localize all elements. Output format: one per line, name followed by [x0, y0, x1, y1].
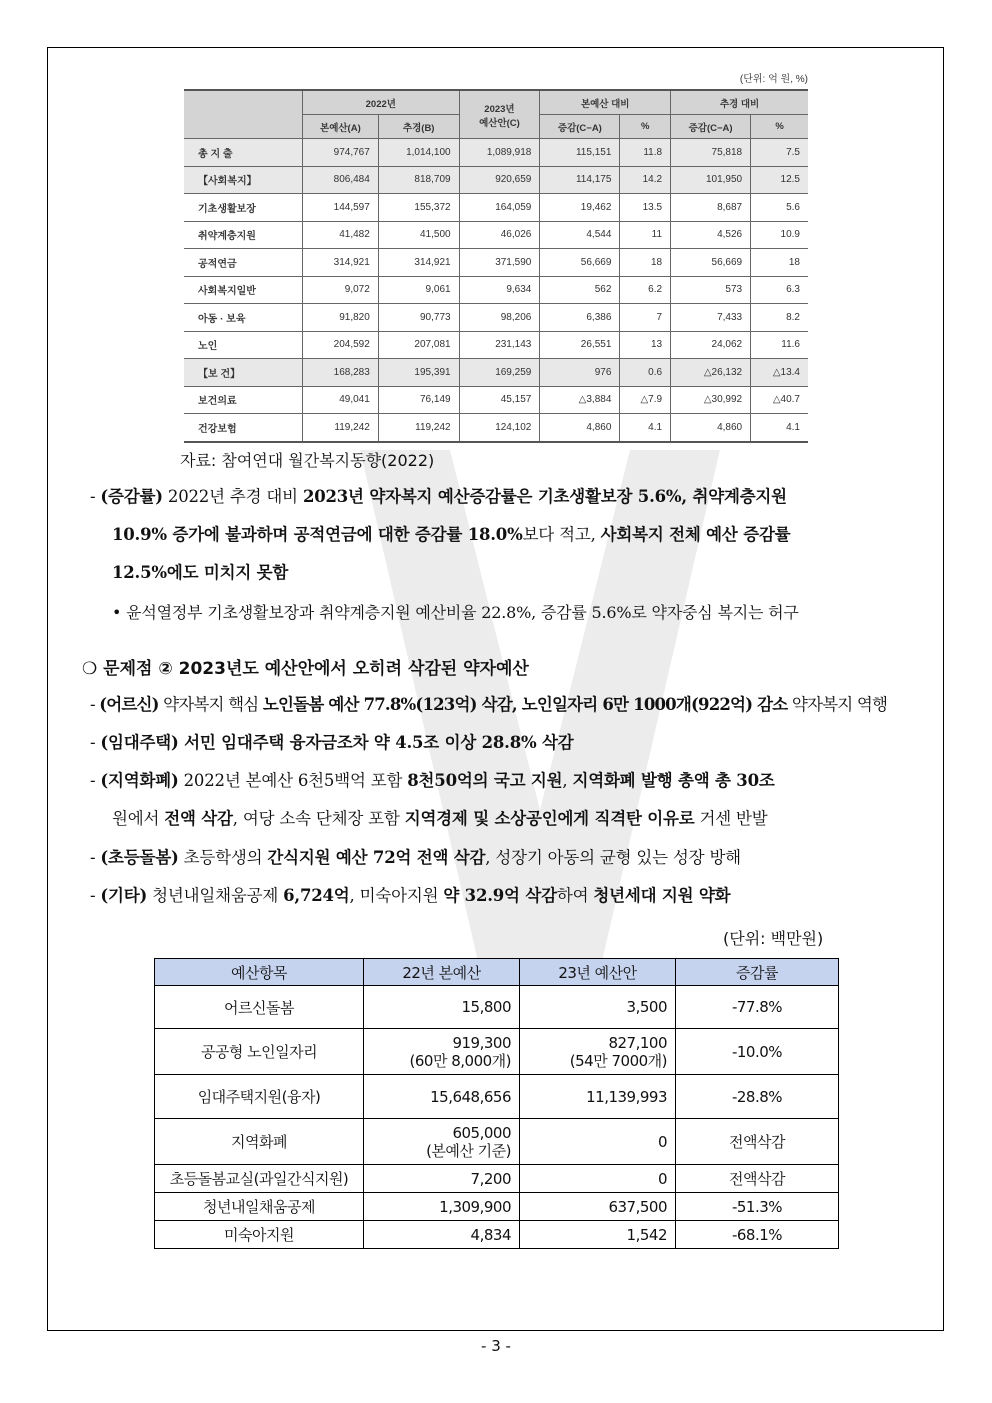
source-caption: 자료: 참여연대 월간복지동향(2022) — [180, 451, 435, 470]
para-rate-line2: 10.9% 증가에 불과하며 공적연금에 대한 증감률 18.0%보다 적고, 사회복지 전체 예산 증감률 — [112, 525, 791, 544]
budget-2022 — [364, 1075, 520, 1119]
item-label: 어르신돌봄 — [155, 986, 364, 1029]
cell-value: 24,062 — [671, 331, 751, 359]
table1-row — [184, 166, 808, 194]
budget-2023 — [520, 986, 676, 1029]
table2-row — [155, 1029, 839, 1075]
cell-value: 13.5 — [620, 194, 671, 222]
cell-value: 101,950 — [671, 166, 751, 194]
cell-value: 4,860 — [540, 414, 620, 442]
budget-2023 — [520, 1075, 676, 1119]
cell-value: 76,149 — [378, 386, 459, 414]
budget-2023 — [520, 1029, 676, 1075]
table2-header: 22년 본예산 — [364, 959, 520, 986]
change-rate: -10.0% — [676, 1029, 839, 1075]
amount: 637,500 — [608, 1197, 667, 1216]
cell-value: 7 — [620, 304, 671, 332]
cell-value: 14.2 — [620, 166, 671, 194]
cell-value: 195,391 — [378, 359, 459, 387]
budget-2023 — [520, 1165, 676, 1193]
table1-corner — [184, 90, 303, 139]
change-rate: 전액삭감 — [676, 1165, 839, 1193]
cell-value: 7.5 — [751, 139, 808, 167]
cell-value: 8,687 — [671, 194, 751, 222]
budget-2022 — [364, 1221, 520, 1249]
cell-value: △3,884 — [540, 386, 620, 414]
bullet-point: • 윤석열정부 기초생활보장과 취약계층지원 예산비율 22.8%, 증감률 5.6%로 약자중심 복지는 허구 — [112, 603, 799, 622]
cell-value: 207,081 — [378, 331, 459, 359]
table2-row — [155, 986, 839, 1029]
budget-2022 — [364, 1165, 520, 1193]
cell-value: 818,709 — [378, 166, 459, 194]
budget-2022 — [364, 986, 520, 1029]
header-2022: 2022년 — [303, 90, 460, 115]
cell-value: △30,992 — [671, 386, 751, 414]
cell-value: 4,860 — [671, 414, 751, 442]
table1-subheader: 증감(C−A) — [540, 115, 620, 139]
para-rate-line3: 12.5%에도 미치지 못함 — [112, 563, 289, 582]
cell-value: △40.7 — [751, 386, 808, 414]
row-label: 건강보험 — [184, 414, 303, 442]
cell-value: 19,462 — [540, 194, 620, 222]
table1-row — [184, 221, 808, 249]
cell-value: 13 — [620, 331, 671, 359]
row-label: 사회복지일반 — [184, 276, 303, 304]
cell-value: 115,151 — [540, 139, 620, 167]
cell-value: 6.3 — [751, 276, 808, 304]
cell-value: 164,059 — [459, 194, 540, 222]
cell-value: 231,143 — [459, 331, 540, 359]
budget-2022 — [364, 1029, 520, 1075]
item-etc: - (기타) 청년내일채움공제 6,724억, 미숙아지원 약 32.9억 삭감하여 청년세대 지원 약화 — [90, 886, 731, 905]
amount: 0 — [657, 1169, 667, 1188]
cell-value: 45,157 — [459, 386, 540, 414]
row-label: 공적연금 — [184, 249, 303, 277]
cell-value: 4,544 — [540, 221, 620, 249]
amount-note: (본예산 기준) — [426, 1141, 511, 1160]
table1-subheader: % — [751, 115, 808, 139]
change-rate: -77.8% — [676, 986, 839, 1029]
table2-row — [155, 1221, 839, 1249]
para-rate-line1: - (증감률) 2022년 추경 대비 2023년 약자복지 예산증감률은 기초생활보장 5.6%, 취약계층지원 — [90, 487, 787, 506]
item-rental: - (임대주택) 서민 임대주택 융자금조차 약 4.5조 이상 28.8% 삭감 — [90, 733, 574, 752]
table2-row — [155, 1165, 839, 1193]
cell-value: 169,259 — [459, 359, 540, 387]
cell-value: 806,484 — [303, 166, 379, 194]
item-label: 지역화폐 — [155, 1119, 364, 1165]
table2-header: 예산항목 — [155, 959, 364, 986]
item-local-currency-2: 원에서 전액 삭감, 여당 소속 단체장 포함 지역경제 및 소상공인에게 직격탄 이유로 거센 반발 — [112, 809, 768, 828]
table2-header: 증감률 — [676, 959, 839, 986]
amount: 1,542 — [626, 1225, 667, 1244]
cell-value: 11 — [620, 221, 671, 249]
budget-summary-table — [184, 89, 808, 443]
budget-2023 — [520, 1119, 676, 1165]
cell-value: 1,014,100 — [378, 139, 459, 167]
cell-value: 90,773 — [378, 304, 459, 332]
row-label: 보건의료 — [184, 386, 303, 414]
header-2023: 2023년 예산안(C) — [459, 90, 540, 139]
cell-value: 920,659 — [459, 166, 540, 194]
cell-value: 41,482 — [303, 221, 379, 249]
cell-value: 168,283 — [303, 359, 379, 387]
cell-value: 18 — [620, 249, 671, 277]
cell-value: 41,500 — [378, 221, 459, 249]
table2-row — [155, 1193, 839, 1221]
cell-value: 562 — [540, 276, 620, 304]
amount: 4,834 — [470, 1225, 511, 1244]
cell-value: 10.9 — [751, 221, 808, 249]
table1-row — [184, 304, 808, 332]
amount: 919,300 — [452, 1033, 511, 1052]
cell-value: △26,132 — [671, 359, 751, 387]
amount: 15,648,656 — [430, 1087, 511, 1106]
cell-value: 314,921 — [303, 249, 379, 277]
cell-value: 9,072 — [303, 276, 379, 304]
table1-subheader: 추경(B) — [378, 115, 459, 139]
table1-row — [184, 331, 808, 359]
table1-subheader: 증감(C−A) — [671, 115, 751, 139]
cell-value: 5.6 — [751, 194, 808, 222]
cell-value: 26,551 — [540, 331, 620, 359]
amount: 15,800 — [461, 998, 511, 1016]
cell-value: 6.2 — [620, 276, 671, 304]
item-elementary-care: - (초등돌봄) 초등학생의 간식지원 예산 72억 전액 삭감, 성장기 아동의 균형 있는 성장 방해 — [90, 848, 741, 867]
row-label: 총 지 출 — [184, 139, 303, 167]
cell-value: 155,372 — [378, 194, 459, 222]
row-label: 아동 · 보육 — [184, 304, 303, 332]
header-vs-supp: 추경 대비 — [671, 90, 808, 115]
cell-value: 56,669 — [540, 249, 620, 277]
item-label: 청년내일채움공제 — [155, 1193, 364, 1221]
cell-value: 8.2 — [751, 304, 808, 332]
item-elderly: - (어르신) 약자복지 핵심 노인돌봄 예산 77.8%(123억) 삭감, 노인일자리 6만 1000개(922억) 감소 약자복지 역행 — [90, 695, 888, 714]
table2-row — [155, 1075, 839, 1119]
item-local-currency-1: - (지역화폐) 2022년 본예산 6천5백억 포함 8천50억의 국고 지원, 지역화폐 발행 총액 총 30조 — [90, 771, 775, 790]
budget-2022 — [364, 1119, 520, 1165]
row-label: 【보 건】 — [184, 359, 303, 387]
change-rate: -68.1% — [676, 1221, 839, 1249]
change-rate: -28.8% — [676, 1075, 839, 1119]
amount: 3,500 — [626, 998, 667, 1016]
cell-value: 46,026 — [459, 221, 540, 249]
cell-value: 371,590 — [459, 249, 540, 277]
cell-value: △7.9 — [620, 386, 671, 414]
table1-row — [184, 249, 808, 277]
cell-value: △13.4 — [751, 359, 808, 387]
cell-value: 6,386 — [540, 304, 620, 332]
table1-row — [184, 194, 808, 222]
cell-value: 1,089,918 — [459, 139, 540, 167]
cell-value: 9,061 — [378, 276, 459, 304]
amount: 0 — [657, 1132, 667, 1151]
item-label: 공공형 노인일자리 — [155, 1029, 364, 1075]
cell-value: 4.1 — [620, 414, 671, 442]
table2-unit: (단위: 백만원) — [723, 929, 824, 948]
table1-row — [184, 359, 808, 387]
table2-header: 23년 예산안 — [520, 959, 676, 986]
row-label: 【사회복지】 — [184, 166, 303, 194]
section-title: ❍ 문제점 ② 2023년도 예산안에서 오히려 삭감된 약자예산 — [82, 659, 529, 679]
item-label: 임대주택지원(융자) — [155, 1075, 364, 1119]
cell-value: 91,820 — [303, 304, 379, 332]
change-rate: 전액삭감 — [676, 1119, 839, 1165]
budget-2022 — [364, 1193, 520, 1221]
cell-value: 12.5 — [751, 166, 808, 194]
table1-subheader: 본예산(A) — [303, 115, 379, 139]
amount-note: (60만 8,000개) — [409, 1051, 511, 1070]
cell-value: 49,041 — [303, 386, 379, 414]
table1-row — [184, 276, 808, 304]
row-label: 기초생활보장 — [184, 194, 303, 222]
amount: 827,100 — [608, 1033, 667, 1052]
table1-row — [184, 386, 808, 414]
item-label: 미숙아지원 — [155, 1221, 364, 1249]
cell-value: 75,818 — [671, 139, 751, 167]
amount: 11,139,993 — [586, 1087, 667, 1106]
row-label: 노인 — [184, 331, 303, 359]
cell-value: 124,102 — [459, 414, 540, 442]
cell-value: 976 — [540, 359, 620, 387]
budget-2023 — [520, 1221, 676, 1249]
cell-value: 56,669 — [671, 249, 751, 277]
cell-value: 573 — [671, 276, 751, 304]
cell-value: 314,921 — [378, 249, 459, 277]
cell-value: 11.6 — [751, 331, 808, 359]
cell-value: 0.6 — [620, 359, 671, 387]
cell-value: 9,634 — [459, 276, 540, 304]
item-label: 초등돌봄교실(과일간식지원) — [155, 1165, 364, 1193]
amount: 605,000 — [452, 1123, 511, 1142]
cell-value: 4,526 — [671, 221, 751, 249]
cell-value: 114,175 — [540, 166, 620, 194]
cell-value: 144,597 — [303, 194, 379, 222]
table1-row — [184, 139, 808, 167]
cell-value: 974,767 — [303, 139, 379, 167]
table1-subheader: % — [620, 115, 671, 139]
cell-value: 7,433 — [671, 304, 751, 332]
cell-value: 11.8 — [620, 139, 671, 167]
table1-unit: (단위: 억 원, %) — [739, 74, 808, 85]
amount-note: (54만 7000개) — [569, 1051, 667, 1070]
table2-row — [155, 1119, 839, 1165]
cell-value: 4.1 — [751, 414, 808, 442]
cell-value: 119,242 — [378, 414, 459, 442]
cell-value: 204,592 — [303, 331, 379, 359]
amount: 7,200 — [470, 1169, 511, 1188]
cell-value: 98,206 — [459, 304, 540, 332]
budget-2023 — [520, 1193, 676, 1221]
cell-value: 119,242 — [303, 414, 379, 442]
page-number: - 3 - — [481, 1337, 511, 1355]
change-rate: -51.3% — [676, 1193, 839, 1221]
cell-value: 18 — [751, 249, 808, 277]
amount: 1,309,900 — [439, 1197, 511, 1216]
header-vs-main: 본예산 대비 — [540, 90, 671, 115]
row-label: 취약계층지원 — [184, 221, 303, 249]
table1-row — [184, 414, 808, 442]
cut-budget-table — [154, 958, 839, 1249]
